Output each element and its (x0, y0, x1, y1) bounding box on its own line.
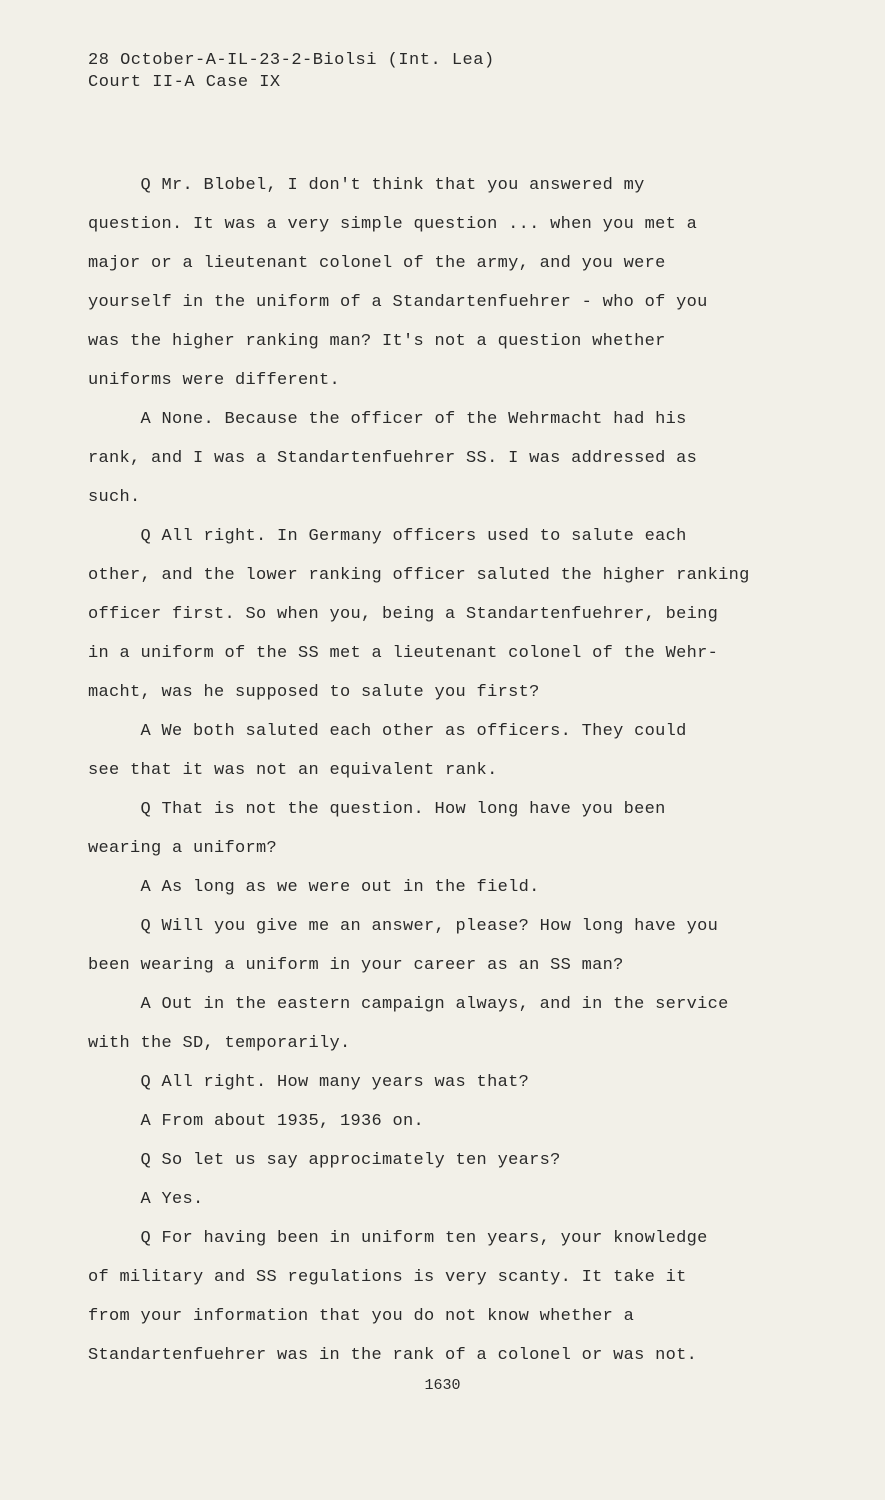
transcript-line: Q All right. How many years was that? (88, 1073, 530, 1092)
transcript-line: see that it was not an equivalent rank. (88, 761, 498, 780)
transcript-line: rank, and I was a Standartenfuehrer SS. I was addressed as (88, 449, 698, 468)
transcript-line: A As long as we were out in the field. (88, 878, 540, 897)
document-header (88, 50, 495, 94)
transcript-line: A Yes. (88, 1190, 204, 1209)
transcript-line: A Out in the eastern campaign always, and in the service (88, 995, 729, 1014)
transcript-line: question. It was a very simple question ... when you met a (88, 215, 698, 234)
transcript-line: A None. Because the officer of the Wehrmacht had his (88, 410, 687, 429)
header-line-2: Court II-A Case IX (88, 73, 281, 92)
transcript-line: been wearing a uniform in your career as an SS man? (88, 956, 624, 975)
transcript-line: Q All right. In Germany officers used to salute each (88, 527, 687, 546)
transcript-line: Standartenfuehrer was in the rank of a colonel or was not. (88, 1346, 698, 1365)
transcript-line: officer first. So when you, being a Standartenfuehrer, being (88, 605, 719, 624)
header-line-1: 28 October-A-IL-23-2-Biolsi (Int. Lea) (88, 51, 495, 70)
transcript-line: macht, was he supposed to salute you first? (88, 683, 540, 702)
transcript-line: of military and SS regulations is very scanty. It take it (88, 1268, 687, 1287)
transcript-line: A From about 1935, 1936 on. (88, 1112, 425, 1131)
page-number: 1630 (424, 1377, 461, 1394)
transcript-line: was the higher ranking man? It's not a question whether (88, 332, 666, 351)
transcript-body (88, 166, 828, 1375)
transcript-line: A We both saluted each other as officers. They could (88, 722, 687, 741)
transcript-line: Q Will you give me an answer, please? How long have you (88, 917, 719, 936)
transcript-line: major or a lieutenant colonel of the army, and you were (88, 254, 666, 273)
transcript-line: Q That is not the question. How long have you been (88, 800, 666, 819)
transcript-line: Q Mr. Blobel, I don't think that you answered my (88, 176, 645, 195)
transcript-line: such. (88, 488, 141, 507)
transcript-line: in a uniform of the SS met a lieutenant colonel of the Wehr- (88, 644, 719, 663)
transcript-line: with the SD, temporarily. (88, 1034, 351, 1053)
transcript-line: Q For having been in uniform ten years, your knowledge (88, 1229, 708, 1248)
transcript-line: from your information that you do not know whether a (88, 1307, 635, 1326)
transcript-line: wearing a uniform? (88, 839, 278, 858)
transcript-line: Q So let us say approcimately ten years? (88, 1151, 561, 1170)
transcript-line: uniforms were different. (88, 371, 341, 390)
transcript-line: yourself in the uniform of a Standartenfuehrer - who of you (88, 293, 708, 312)
transcript-line: other, and the lower ranking officer saluted the higher ranking (88, 566, 750, 585)
